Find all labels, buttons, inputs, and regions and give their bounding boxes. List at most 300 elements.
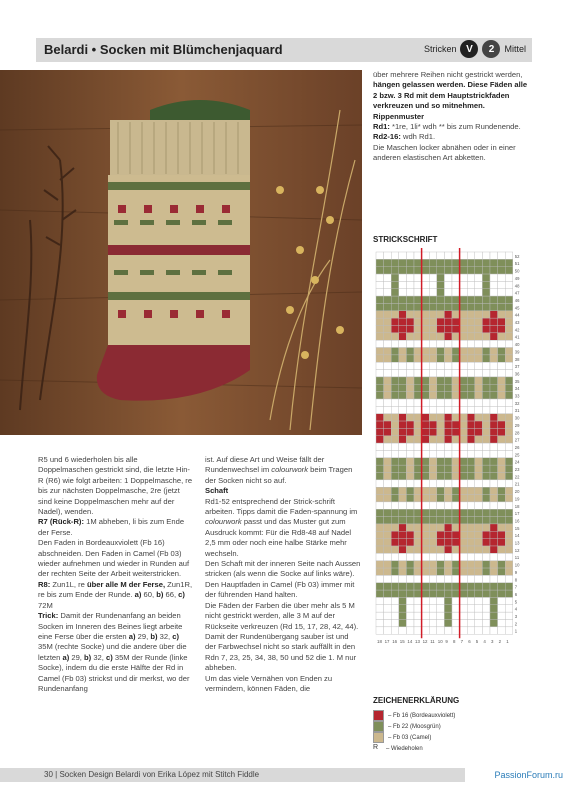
chart-cell xyxy=(399,362,407,369)
chart-cell xyxy=(399,340,407,347)
chart-cell xyxy=(406,620,414,627)
chart-cell xyxy=(376,531,384,538)
chart-cell xyxy=(460,311,468,318)
paragraph: ist. Auf diese Art und Weise fällt der Rundenwechsel im colourwork beim Tragen der Socken nicht so auf. xyxy=(205,455,353,485)
chart-cell xyxy=(467,348,475,355)
chart-cell xyxy=(475,259,483,266)
chart-cell xyxy=(452,473,460,480)
chart-cell xyxy=(422,480,430,487)
chart-cell xyxy=(406,546,414,553)
chart-cell xyxy=(384,502,392,509)
chart-cell xyxy=(422,627,430,634)
chart-cell xyxy=(505,502,513,509)
chart-cell xyxy=(437,414,445,421)
chart-cell xyxy=(467,303,475,310)
chart-cell xyxy=(376,473,384,480)
chart-cell xyxy=(460,627,468,634)
chart-cell xyxy=(437,612,445,619)
chart-cell xyxy=(376,267,384,274)
chart-cell xyxy=(376,428,384,435)
chart-cell xyxy=(490,311,498,318)
chart-cell xyxy=(467,480,475,487)
chart-cell xyxy=(399,480,407,487)
chart-cell xyxy=(498,384,506,391)
chart-cell xyxy=(429,605,437,612)
column-number: 12 xyxy=(422,639,428,645)
column-number: 10 xyxy=(437,639,443,645)
chart-cell xyxy=(505,436,513,443)
chart-cell xyxy=(376,281,384,288)
chart-cell xyxy=(467,414,475,421)
chart-cell xyxy=(475,355,483,362)
chart-cell xyxy=(399,495,407,502)
row-number: 3 xyxy=(514,614,518,619)
chart-cell xyxy=(376,539,384,546)
chart-cell xyxy=(422,473,430,480)
chart-cell xyxy=(444,326,452,333)
chart-cell xyxy=(399,414,407,421)
chart-cell xyxy=(467,568,475,575)
chart-cell xyxy=(406,597,414,604)
chart-cell xyxy=(429,517,437,524)
chart-cell xyxy=(422,355,430,362)
chart-cell xyxy=(376,362,384,369)
chart-cell xyxy=(498,553,506,560)
chart-cell xyxy=(437,303,445,310)
chart-cell xyxy=(384,473,392,480)
chart-cell xyxy=(406,509,414,516)
chart-cell xyxy=(482,443,490,450)
chart-cell xyxy=(460,575,468,582)
chart-cell xyxy=(437,399,445,406)
chart-cell xyxy=(444,546,452,553)
chart-cell xyxy=(399,421,407,428)
chart-cell xyxy=(490,436,498,443)
chart-cell xyxy=(376,620,384,627)
chart-cell xyxy=(422,553,430,560)
chart-cell xyxy=(467,406,475,413)
chart-cell xyxy=(437,546,445,553)
chart-cell xyxy=(406,406,414,413)
chart-cell xyxy=(391,333,399,340)
chart-cell xyxy=(376,436,384,443)
chart-cell xyxy=(505,274,513,281)
chart-cell xyxy=(498,267,506,274)
chart-cell xyxy=(406,480,414,487)
chart-cell xyxy=(414,590,422,597)
chart-cell xyxy=(399,428,407,435)
chart-cell xyxy=(482,531,490,538)
chart-cell xyxy=(505,465,513,472)
row-number: 6 xyxy=(514,591,518,597)
chart-cell xyxy=(490,612,498,619)
chart-cell xyxy=(475,392,483,399)
chart-cell xyxy=(422,612,430,619)
chart-cell xyxy=(460,259,468,266)
chart-cell xyxy=(467,443,475,450)
chart-cell xyxy=(467,509,475,516)
chart-cell xyxy=(384,289,392,296)
chart-cell xyxy=(422,384,430,391)
chart-cell xyxy=(498,612,506,619)
chart-cell xyxy=(452,392,460,399)
chart-cell xyxy=(391,531,399,538)
chart-cell xyxy=(384,318,392,325)
chart-cell xyxy=(429,326,437,333)
chart-cell xyxy=(505,303,513,310)
text-column-1 xyxy=(38,455,194,694)
chart-cell xyxy=(437,333,445,340)
chart-cell xyxy=(490,377,498,384)
chart-cell xyxy=(414,399,422,406)
chart-cell xyxy=(505,524,513,531)
chart-cell xyxy=(460,428,468,435)
chart-cell xyxy=(505,326,513,333)
chart-cell xyxy=(384,620,392,627)
chart-cell xyxy=(414,421,422,428)
chart-cell xyxy=(422,590,430,597)
chart-cell xyxy=(460,281,468,288)
chart-cell xyxy=(429,281,437,288)
chart-cell xyxy=(391,370,399,377)
chart-cell xyxy=(482,362,490,369)
chart-cell xyxy=(475,575,483,582)
chart-cell xyxy=(399,502,407,509)
chart-cell xyxy=(399,377,407,384)
chart-cell xyxy=(490,428,498,435)
chart-cell xyxy=(460,546,468,553)
legend-swatch xyxy=(373,710,384,721)
chart-cell xyxy=(467,392,475,399)
chart-cell xyxy=(467,597,475,604)
chart-cell xyxy=(414,311,422,318)
chart-cell xyxy=(498,473,506,480)
chart-cell xyxy=(505,546,513,553)
chart-cell xyxy=(414,274,422,281)
chart-cell xyxy=(475,384,483,391)
chart-cell xyxy=(498,377,506,384)
chart-cell xyxy=(376,502,384,509)
chart-cell xyxy=(429,561,437,568)
chart-cell xyxy=(482,370,490,377)
chart-cell xyxy=(384,597,392,604)
row-number: 35 xyxy=(514,378,520,384)
row-number: 38 xyxy=(514,356,520,362)
chart-cell xyxy=(437,281,445,288)
chart-cell xyxy=(490,259,498,266)
chart-cell xyxy=(429,509,437,516)
chart-cell xyxy=(406,267,414,274)
chart-cell xyxy=(460,377,468,384)
chart-cell xyxy=(391,473,399,480)
chart-cell xyxy=(505,267,513,274)
chart-cell xyxy=(422,362,430,369)
chart-cell xyxy=(467,428,475,435)
chart-cell xyxy=(467,333,475,340)
chart-cell xyxy=(475,583,483,590)
row-number: 12 xyxy=(514,547,520,553)
row-number: 26 xyxy=(514,444,520,450)
chart-cell xyxy=(490,384,498,391)
chart-cell xyxy=(437,311,445,318)
chart-cell xyxy=(444,355,452,362)
chart-cell xyxy=(482,428,490,435)
chart-cell xyxy=(422,406,430,413)
chart-cell xyxy=(429,289,437,296)
chart-cell xyxy=(391,289,399,296)
row-number: 37 xyxy=(514,364,520,370)
chart-cell xyxy=(498,517,506,524)
chart-cell xyxy=(429,399,437,406)
section-heading-rippenmuster: Rippenmuster xyxy=(373,111,425,121)
chart-cell xyxy=(414,539,422,546)
chart-cell xyxy=(467,561,475,568)
chart-cell xyxy=(482,495,490,502)
chart-cell xyxy=(422,443,430,450)
chart-cell xyxy=(414,326,422,333)
chart-cell xyxy=(460,421,468,428)
chart-cell xyxy=(444,487,452,494)
chart-cell xyxy=(391,296,399,303)
chart-cell xyxy=(460,517,468,524)
chart-cell xyxy=(422,399,430,406)
chart-cell xyxy=(437,436,445,443)
chart-cell xyxy=(384,370,392,377)
row-number: 2 xyxy=(514,621,518,627)
chart-cell xyxy=(422,568,430,575)
chart-cell xyxy=(505,370,513,377)
chart-cell xyxy=(437,406,445,413)
row-number: 47 xyxy=(514,290,520,296)
chart-cell xyxy=(482,517,490,524)
chart-cell xyxy=(505,620,513,627)
chart-cell xyxy=(391,465,399,472)
chart-cell xyxy=(460,348,468,355)
chart-cell xyxy=(429,502,437,509)
chart-cell xyxy=(505,553,513,560)
chart-cell xyxy=(482,274,490,281)
chart-cell xyxy=(399,509,407,516)
chart-cell xyxy=(399,392,407,399)
chart-cell xyxy=(399,355,407,362)
chart-cell xyxy=(505,348,513,355)
chart-cell xyxy=(505,318,513,325)
chart-cell xyxy=(437,524,445,531)
chart-cell xyxy=(376,605,384,612)
chart-cell xyxy=(490,553,498,560)
chart-cell xyxy=(467,465,475,472)
chart-cell xyxy=(437,597,445,604)
chart-cell xyxy=(482,561,490,568)
chart-cell xyxy=(475,318,483,325)
chart-cell xyxy=(399,259,407,266)
chart-cell xyxy=(490,524,498,531)
chart-cell xyxy=(444,568,452,575)
row-number: 48 xyxy=(514,283,520,289)
chart-cell xyxy=(422,377,430,384)
chart-cell xyxy=(422,561,430,568)
chart-cell xyxy=(467,252,475,259)
chart-cell xyxy=(460,531,468,538)
chart-cell xyxy=(467,326,475,333)
chart-cell xyxy=(406,561,414,568)
chart-cell xyxy=(505,605,513,612)
chart-cell xyxy=(490,340,498,347)
chart-cell xyxy=(482,458,490,465)
chart-cell xyxy=(490,458,498,465)
chart-cell xyxy=(467,539,475,546)
chart-cell xyxy=(399,303,407,310)
chart-cell xyxy=(452,517,460,524)
chart-cell xyxy=(376,333,384,340)
chart-cell xyxy=(406,296,414,303)
chart-cell xyxy=(429,318,437,325)
chart-cell xyxy=(437,355,445,362)
chart-cell xyxy=(460,612,468,619)
chart-cell xyxy=(444,370,452,377)
chart-cell xyxy=(414,377,422,384)
legend-item xyxy=(373,710,531,721)
row-number: 50 xyxy=(514,268,520,274)
chart-cell xyxy=(406,473,414,480)
chart-cell xyxy=(490,539,498,546)
chart-cell xyxy=(406,502,414,509)
chart-cell xyxy=(384,583,392,590)
chart-cell xyxy=(414,517,422,524)
chart-cell xyxy=(391,406,399,413)
row-number: 28 xyxy=(514,430,520,436)
chart-cell xyxy=(384,590,392,597)
chart-cell xyxy=(498,406,506,413)
chart-cell xyxy=(505,281,513,288)
chart-cell xyxy=(414,318,422,325)
paragraph: Rd1-52 entsprechend der Strick-schrift arbeiten. Tipps damit die Faden-spannung im colourwork passt und das Muster gut zum Ausdruck kommt: Für die Rd8-48 auf Nadel 2,5 mm oder noch eine halbe Stärke mehr wechseln. xyxy=(205,496,358,558)
chart-cell xyxy=(414,605,422,612)
chart-cell xyxy=(384,333,392,340)
row-number: 18 xyxy=(514,503,520,509)
row-number: 24 xyxy=(514,459,520,465)
chart-cell xyxy=(422,458,430,465)
chart-cell xyxy=(452,458,460,465)
chart-cell xyxy=(429,259,437,266)
chart-cell xyxy=(376,340,384,347)
chart-cell xyxy=(490,406,498,413)
chart-cell xyxy=(399,289,407,296)
chart-cell xyxy=(444,340,452,347)
chart-cell xyxy=(414,480,422,487)
chart-cell xyxy=(482,406,490,413)
chart-cell xyxy=(460,590,468,597)
row-number: 46 xyxy=(514,297,520,303)
chart-cell xyxy=(429,458,437,465)
chart-cell xyxy=(437,377,445,384)
chart-cell xyxy=(498,539,506,546)
chart-cell xyxy=(482,524,490,531)
chart-cell xyxy=(391,605,399,612)
chart-cell xyxy=(482,465,490,472)
chart-cell xyxy=(452,502,460,509)
chart-cell xyxy=(444,524,452,531)
chart-cell xyxy=(452,524,460,531)
text-column-2 xyxy=(205,455,361,694)
chart-cell xyxy=(384,436,392,443)
chart-cell xyxy=(505,531,513,538)
paragraph: R5 und 6 wiederholen bis alle Doppelmaschen gestrickt sind, die letzte Hin-R (R6) wie folgt arbeiten: 1 Doppelmasche, re bis zur nächsten Doppelmasche, 2re (jetzt sind keine Doppelmaschen mehr auf der Nadel), wenden. xyxy=(38,455,193,517)
chart-cell xyxy=(452,627,460,634)
chart-cell xyxy=(429,531,437,538)
chart-cell xyxy=(482,281,490,288)
chart-cell xyxy=(482,509,490,516)
chart-cell xyxy=(429,392,437,399)
chart-cell xyxy=(452,568,460,575)
chart-cell xyxy=(414,303,422,310)
chart-cell xyxy=(391,392,399,399)
chart-cell xyxy=(444,561,452,568)
chart-cell xyxy=(391,362,399,369)
chart-cell xyxy=(429,546,437,553)
chart-cell xyxy=(429,568,437,575)
chart-cell xyxy=(460,274,468,281)
chart-cell xyxy=(452,384,460,391)
chart-cell xyxy=(490,303,498,310)
chart-cell xyxy=(444,362,452,369)
chart-cell xyxy=(505,450,513,457)
chart-cell xyxy=(437,392,445,399)
chart-cell xyxy=(452,480,460,487)
chart-cell xyxy=(399,443,407,450)
chart-cell xyxy=(406,259,414,266)
chart-cell xyxy=(475,539,483,546)
chart-cell xyxy=(429,348,437,355)
chart-cell xyxy=(384,568,392,575)
chart-cell xyxy=(422,524,430,531)
chart-cell xyxy=(384,303,392,310)
chart-cell xyxy=(498,524,506,531)
text-column-3 xyxy=(373,70,531,164)
chart-cell xyxy=(482,473,490,480)
chart-cell xyxy=(482,620,490,627)
chart-cell xyxy=(482,568,490,575)
chart-cell xyxy=(422,281,430,288)
chart-cell xyxy=(414,531,422,538)
chart-cell xyxy=(414,414,422,421)
row-number: 11 xyxy=(514,555,520,561)
chart-cell xyxy=(444,333,452,340)
chart-cell xyxy=(437,502,445,509)
row-number: 30 xyxy=(514,415,520,421)
chart-cell xyxy=(399,326,407,333)
row-number: 25 xyxy=(514,452,520,458)
chart-cell xyxy=(406,377,414,384)
chart-cell xyxy=(490,502,498,509)
row-number: 15 xyxy=(514,525,520,531)
row-number: 40 xyxy=(514,342,520,348)
chart-cell xyxy=(460,553,468,560)
chart-cell xyxy=(475,473,483,480)
chart-cell xyxy=(475,517,483,524)
chart-cell xyxy=(414,428,422,435)
chart-cell xyxy=(406,311,414,318)
chart-cell xyxy=(452,362,460,369)
paragraph: Die Maschen locker abnähen oder in einer anderen elastischen Art abketten. xyxy=(373,142,516,163)
page-header xyxy=(36,38,532,62)
chart-cell xyxy=(406,326,414,333)
row-number: 36 xyxy=(514,371,520,377)
chart-cell xyxy=(505,575,513,582)
chart-cell xyxy=(391,303,399,310)
chart-cell xyxy=(444,443,452,450)
chart-cell xyxy=(406,392,414,399)
